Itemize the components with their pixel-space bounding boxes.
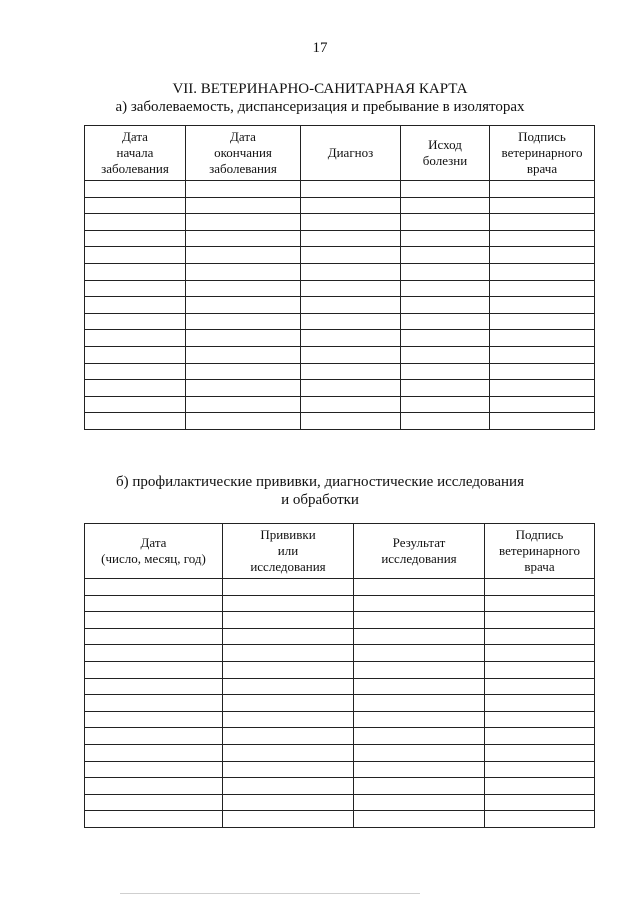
table-cell[interactable] [301,380,401,397]
table-row [85,645,595,662]
table-row [85,230,595,247]
table-cell[interactable] [301,346,401,363]
table-row [85,280,595,297]
table-cell[interactable] [354,711,485,728]
table-cell[interactable] [301,363,401,380]
table-cell[interactable] [354,794,485,811]
table-cell[interactable] [354,761,485,778]
table-cell[interactable] [485,595,595,612]
table-row [85,313,595,330]
table-a-caption: а) заболеваемость, диспансеризация и пребывание в изоляторах [115,99,525,115]
table-row [85,711,595,728]
section-title: VII. ВЕТЕРИНАРНО-САНИТАРНАЯ КАРТА [172,81,468,97]
table-header-row [85,126,595,181]
table-cell[interactable] [186,214,301,231]
table-cell[interactable] [85,330,186,347]
table-cell[interactable] [401,263,490,280]
table-cell[interactable] [85,645,223,662]
table-cell[interactable] [223,612,354,629]
table-b-caption-line1: б) профилактические прививки, диагностические исследования [116,474,524,490]
table-row [85,363,595,380]
table-cell[interactable] [186,181,301,198]
table-cell[interactable] [485,794,595,811]
table-cell[interactable] [490,263,595,280]
table-row [85,628,595,645]
table-row [85,595,595,612]
table-cell[interactable] [490,380,595,397]
table-cell[interactable] [85,711,223,728]
table-cell[interactable] [223,661,354,678]
table-cell[interactable] [223,728,354,745]
table-row [85,744,595,761]
table-cell[interactable] [186,380,301,397]
table-cell[interactable] [485,612,595,629]
vaccination-table [84,523,595,828]
table-cell[interactable] [354,579,485,596]
table-cell[interactable] [85,761,223,778]
table-cell[interactable] [401,247,490,264]
table-row [85,413,595,430]
table-cell[interactable] [85,230,186,247]
table-cell[interactable] [490,214,595,231]
table-cell[interactable] [186,363,301,380]
table-cell[interactable] [186,330,301,347]
table-cell[interactable] [223,811,354,828]
column-header-date: Дата (число, месяц, год) [85,524,223,579]
morbidity-table [84,125,595,430]
table-cell[interactable] [401,280,490,297]
column-header-vet-signature: Подпись ветеринарного врача [490,126,595,181]
table-row [85,181,595,198]
table-cell[interactable] [223,678,354,695]
table-row [85,263,595,280]
table-cell[interactable] [186,297,301,314]
table-cell[interactable] [85,794,223,811]
table-cell[interactable] [485,761,595,778]
table-cell[interactable] [85,297,186,314]
table-cell[interactable] [401,297,490,314]
table-cell[interactable] [301,197,401,214]
table-cell[interactable] [186,247,301,264]
table-cell[interactable] [223,778,354,795]
table-cell[interactable] [85,744,223,761]
table-cell[interactable] [354,645,485,662]
table-cell[interactable] [490,413,595,430]
table-header-row [85,524,595,579]
table-cell[interactable] [85,678,223,695]
table-cell[interactable] [354,695,485,712]
table-cell[interactable] [223,744,354,761]
table-cell[interactable] [354,595,485,612]
table-cell[interactable] [186,263,301,280]
table-cell[interactable] [485,628,595,645]
table-cell[interactable] [223,579,354,596]
table-cell[interactable] [485,695,595,712]
table-cell[interactable] [85,214,186,231]
table-cell[interactable] [354,678,485,695]
table-cell[interactable] [223,695,354,712]
table-cell[interactable] [490,181,595,198]
table-row [85,380,595,397]
table-row [85,761,595,778]
table-cell[interactable] [485,645,595,662]
table-row [85,661,595,678]
table-cell[interactable] [485,711,595,728]
table-cell[interactable] [401,413,490,430]
table-cell[interactable] [85,380,186,397]
table-cell[interactable] [223,761,354,778]
table-cell[interactable] [186,396,301,413]
table-cell[interactable] [301,230,401,247]
table-cell[interactable] [485,579,595,596]
table-cell[interactable] [490,297,595,314]
table-cell[interactable] [490,313,595,330]
table-cell[interactable] [186,346,301,363]
table-cell[interactable] [401,363,490,380]
table-cell[interactable] [85,396,186,413]
page-number: 17 [312,40,328,56]
table-cell[interactable] [401,346,490,363]
table-cell[interactable] [354,778,485,795]
table-cell[interactable] [301,214,401,231]
table-cell[interactable] [85,778,223,795]
table-cell[interactable] [186,280,301,297]
table-cell[interactable] [485,728,595,745]
table-cell[interactable] [301,263,401,280]
table-b-caption-line2: и обработки [281,492,359,508]
table-cell[interactable] [401,181,490,198]
table-row [85,794,595,811]
table-cell[interactable] [485,678,595,695]
page-bottom-mark [120,893,420,894]
table-cell[interactable] [301,247,401,264]
table-cell[interactable] [401,313,490,330]
table-cell[interactable] [186,313,301,330]
table-cell[interactable] [401,396,490,413]
table-row [85,197,595,214]
table-cell[interactable] [490,247,595,264]
table-cell[interactable] [85,811,223,828]
table-row [85,214,595,231]
table-cell[interactable] [85,728,223,745]
column-header-end-date: Дата окончания заболевания [186,126,301,181]
table-cell[interactable] [85,628,223,645]
table-row [85,811,595,828]
table-cell[interactable] [85,695,223,712]
table-cell[interactable] [301,181,401,198]
table-cell[interactable] [301,396,401,413]
table-cell[interactable] [490,330,595,347]
table-cell[interactable] [85,197,186,214]
column-header-outcome: Исход болезни [401,126,490,181]
table-cell[interactable] [354,811,485,828]
column-header-result: Результат исследования [354,524,485,579]
table-cell[interactable] [401,330,490,347]
table-cell[interactable] [85,247,186,264]
table-cell[interactable] [490,346,595,363]
column-header-start-date: Дата начала заболевания [85,126,186,181]
table-row [85,297,595,314]
table-row [85,579,595,596]
table-row [85,695,595,712]
table-row [85,778,595,795]
table-cell[interactable] [490,230,595,247]
table-cell[interactable] [490,197,595,214]
table-cell[interactable] [85,181,186,198]
table-cell[interactable] [301,413,401,430]
table-row [85,346,595,363]
table-cell[interactable] [301,297,401,314]
table-cell[interactable] [485,661,595,678]
table-row [85,330,595,347]
table-cell[interactable] [301,280,401,297]
table-cell[interactable] [354,628,485,645]
table-cell[interactable] [186,413,301,430]
table-cell[interactable] [485,811,595,828]
table-row [85,678,595,695]
table-cell[interactable] [401,380,490,397]
table-cell[interactable] [186,230,301,247]
table-row [85,247,595,264]
table-cell[interactable] [401,230,490,247]
column-header-vaccinations: Прививки или исследования [223,524,354,579]
table-cell[interactable] [85,263,186,280]
table-cell[interactable] [186,197,301,214]
table-row [85,728,595,745]
table-cell[interactable] [401,197,490,214]
table-cell[interactable] [85,612,223,629]
table-cell[interactable] [85,346,186,363]
table-cell[interactable] [223,711,354,728]
table-cell[interactable] [85,595,223,612]
table-cell[interactable] [85,280,186,297]
column-header-vet-signature: Подпись ветеринарного врача [485,524,595,579]
table-cell[interactable] [490,280,595,297]
table-row [85,396,595,413]
table-row [85,612,595,629]
table-cell[interactable] [223,794,354,811]
table-cell[interactable] [223,645,354,662]
table-cell[interactable] [354,728,485,745]
table-cell[interactable] [301,313,401,330]
table-cell[interactable] [401,214,490,231]
table-cell[interactable] [223,595,354,612]
table-cell[interactable] [85,313,186,330]
table-cell[interactable] [85,363,186,380]
column-header-diagnosis: Диагноз [301,126,401,181]
table-cell[interactable] [490,363,595,380]
table-cell[interactable] [301,330,401,347]
table-cell[interactable] [485,778,595,795]
table-cell[interactable] [85,579,223,596]
table-cell[interactable] [485,744,595,761]
table-cell[interactable] [354,612,485,629]
table-cell[interactable] [354,661,485,678]
table-cell[interactable] [490,396,595,413]
table-cell[interactable] [223,628,354,645]
table-cell[interactable] [85,661,223,678]
table-cell[interactable] [85,413,186,430]
table-cell[interactable] [354,744,485,761]
